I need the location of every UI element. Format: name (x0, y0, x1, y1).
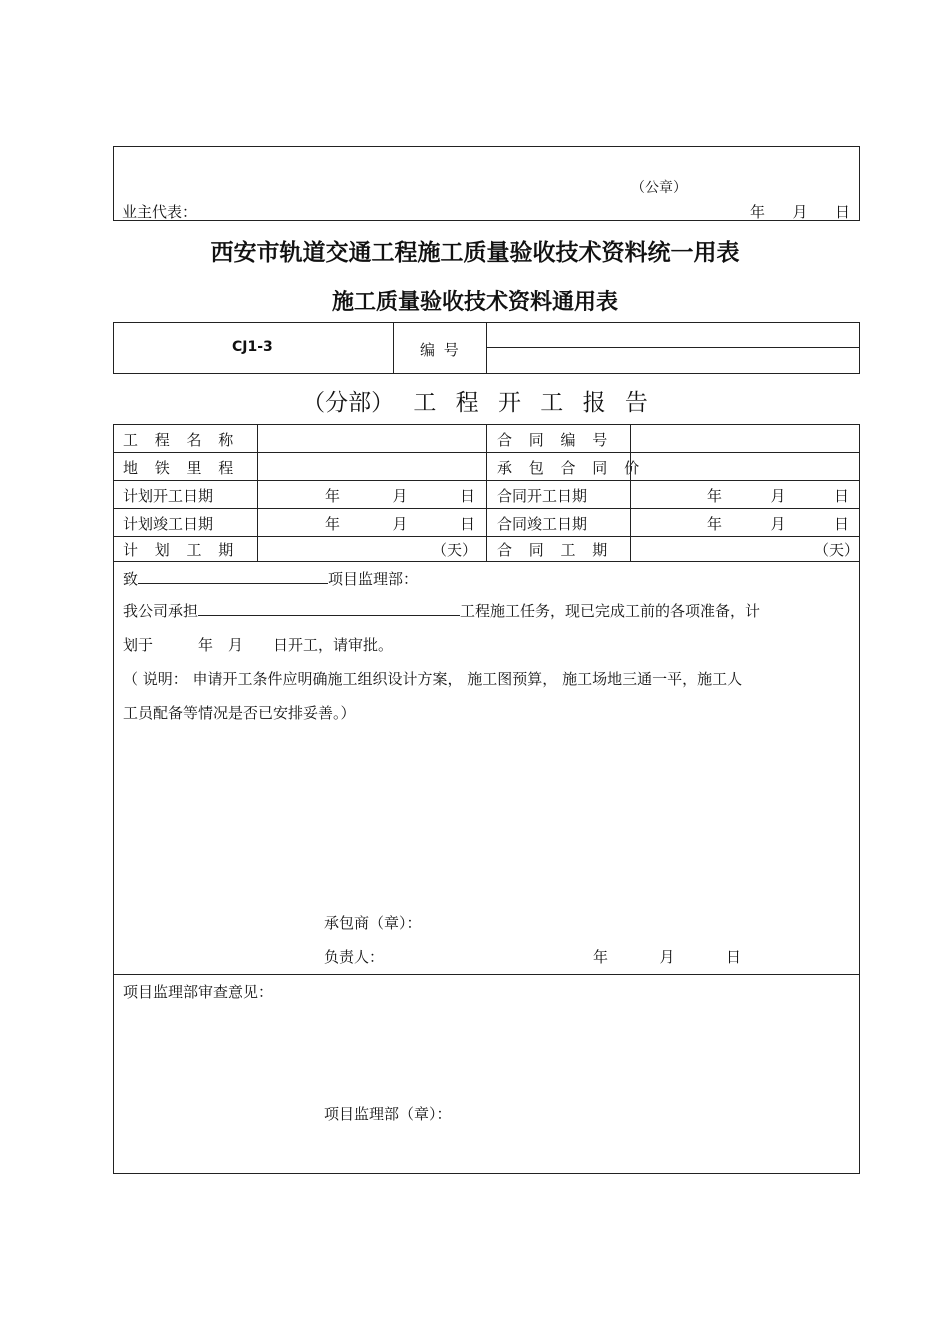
planned-completion-label: 计划竣工日期 (123, 515, 214, 533)
supervisor-blank[interactable] (138, 583, 328, 584)
year-label: 年 (325, 515, 341, 533)
contract-price-label: 承 包 合 同 价 (497, 459, 640, 477)
planned-completion-date (325, 513, 475, 534)
day-label: 日 (833, 515, 849, 533)
owner-date (750, 201, 850, 222)
to-suffix: 项目监理部： (328, 570, 419, 588)
day-label: 日 (459, 515, 475, 533)
year-label: 年 (707, 515, 723, 533)
contract-start-date (707, 485, 849, 506)
month-label: 月 (392, 487, 408, 505)
contractor-seal-label: 承包商（章）： (324, 914, 422, 932)
note-line-1: （ 说明： 申请开工条件应明确施工组织设计方案， 施工图预算， 施工场地三通一平，施工人 (123, 670, 743, 688)
day-label: 日 (834, 203, 850, 221)
contract-completion-label: 合同竣工日期 (497, 515, 588, 533)
contract-start-label: 合同开工日期 (497, 487, 588, 505)
task-suffix: 工程施工任务，现已完成工前的各项准备，计 (460, 602, 761, 620)
owner-signature-box (113, 146, 860, 221)
report-title: （分部） 工 程 开 工 报 告 (302, 390, 648, 416)
day-label: 日 (833, 487, 849, 505)
seal-label: （公章） (631, 180, 687, 196)
project-blank[interactable] (198, 615, 460, 616)
sub-title: 施工质量验收技术资料通用表 (331, 290, 618, 315)
main-title: 西安市轨道交通工程施工质量验收技术资料统一用表 (210, 240, 740, 266)
planned-start-date (325, 485, 475, 506)
info-table (113, 424, 860, 1174)
addressee-line (123, 568, 418, 589)
planned-duration-unit: （天） (432, 541, 478, 559)
project-name-label: 工 程 名 称 (123, 431, 234, 449)
review-stamp-label: 项目监理部（章）： (324, 1105, 452, 1123)
day-label: 日 (459, 487, 475, 505)
year-label: 年 (593, 948, 609, 966)
review-section (114, 975, 859, 1173)
metro-mileage-label: 地 铁 里 程 (123, 459, 234, 477)
year-label: 年 (707, 487, 723, 505)
responsible-date (593, 946, 741, 967)
planned-start-label: 计划开工日期 (123, 487, 214, 505)
code-table (113, 322, 860, 374)
contract-duration-label: 合 同 工 期 (497, 541, 608, 559)
task-prefix: 我公司承担 (123, 602, 199, 620)
to-prefix: 致 (123, 570, 139, 588)
contract-number-label: 合 同 编 号 (497, 431, 608, 449)
form-code: CJ1-3 (232, 339, 273, 355)
year-label: 年 (325, 487, 341, 505)
month-label: 月 (792, 203, 808, 221)
review-label: 项目监理部审查意见： (123, 983, 274, 1001)
responsible-label: 负责人： (324, 948, 385, 966)
planned-duration-label: 计 划 工 期 (123, 541, 234, 559)
month-label: 月 (770, 515, 786, 533)
contract-duration-unit: （天） (814, 541, 860, 559)
application-body (114, 562, 859, 975)
start-plan-line: 划于 年 月 日开工，请审批。 (123, 636, 394, 654)
month-label: 月 (392, 515, 408, 533)
number-label: 编 号 (420, 341, 461, 359)
month-label: 月 (659, 948, 675, 966)
year-label: 年 (750, 203, 766, 221)
task-line (123, 600, 760, 621)
contract-completion-date (707, 513, 849, 534)
number-field-divider (487, 347, 859, 348)
month-label: 月 (770, 487, 786, 505)
owner-rep-label: 业主代表： (122, 203, 198, 221)
note-line-2: 工员配备等情况是否已安排妥善。） (123, 704, 356, 722)
day-label: 日 (725, 948, 741, 966)
